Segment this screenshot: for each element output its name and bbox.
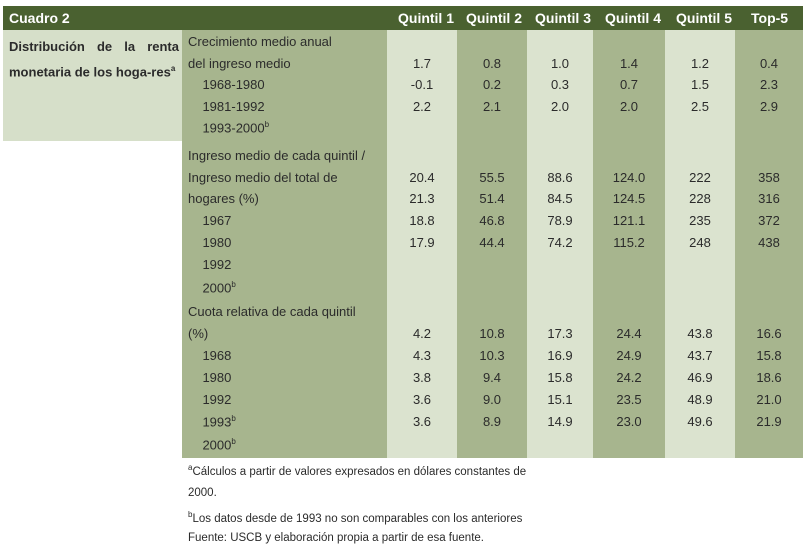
footnote-line: 2000.	[188, 487, 217, 499]
cell-top-5: 21.9	[756, 414, 782, 429]
cell-top-5: 15.8	[756, 348, 782, 363]
row-label: 2000$^b$	[188, 280, 236, 296]
column-header-quintil-5: Quintil 5	[676, 10, 732, 26]
cell-quintil-4: 0.7	[619, 77, 639, 92]
cell-quintil-3: 78.9	[547, 213, 573, 228]
cell-quintil-1: 4.3	[412, 348, 432, 363]
cell-quintil-4: 121.1	[612, 213, 646, 228]
row-label: del ingreso medio	[188, 56, 291, 71]
cell-quintil-2: 51.4	[479, 191, 505, 206]
row-label: 2000$^b$	[188, 437, 236, 453]
cell-quintil-4: 2.0	[619, 99, 639, 114]
cell-quintil-5: 49.6	[687, 414, 713, 429]
footnote-line: $^b$Los datos desde de 1993 no son comparables con los anteriores	[188, 510, 523, 525]
cell-quintil-2: 10.3	[479, 348, 505, 363]
cell-top-5: 2.9	[759, 99, 779, 114]
cell-quintil-3: 2.0	[550, 99, 570, 114]
cell-quintil-5: 235	[689, 213, 711, 228]
row-label: hogares (%)	[188, 191, 259, 206]
row-label: 1967	[188, 213, 232, 228]
table-title: Cuadro 2	[9, 10, 70, 26]
table-header-bar	[3, 6, 803, 30]
cell-top-5: 358	[758, 170, 780, 185]
cell-quintil-1: 3.6	[412, 414, 432, 429]
column-header-quintil-3: Quintil 3	[535, 10, 591, 26]
row-label: 1981-1992	[188, 99, 265, 114]
row-label: 1993$^b$	[188, 414, 236, 430]
row-label: Crecimiento medio anual	[188, 34, 332, 49]
cell-quintil-2: 46.8	[479, 213, 505, 228]
cell-quintil-2: 10.8	[479, 326, 505, 341]
row-label: 1980	[188, 235, 232, 250]
cell-quintil-3: 17.3	[547, 326, 573, 341]
cell-top-5: 438	[758, 235, 780, 250]
cell-quintil-1: 2.2	[412, 99, 432, 114]
cell-quintil-3: 88.6	[547, 170, 573, 185]
cell-quintil-2: 9.4	[482, 370, 502, 385]
cell-quintil-3: 84.5	[547, 191, 573, 206]
cell-quintil-5: 43.7	[687, 348, 713, 363]
column-header-top-5: Top-5	[751, 10, 789, 26]
cell-top-5: 16.6	[756, 326, 782, 341]
cell-quintil-1: 17.9	[409, 235, 435, 250]
cell-quintil-2: 0.8	[482, 56, 502, 71]
cell-top-5: 372	[758, 213, 780, 228]
cell-top-5: 0.4	[759, 56, 779, 71]
cell-top-5: 18.6	[756, 370, 782, 385]
cell-quintil-2: 2.1	[482, 99, 502, 114]
cell-quintil-1: 20.4	[409, 170, 435, 185]
cell-quintil-5: 1.2	[690, 56, 710, 71]
side-title-cell	[3, 30, 182, 141]
cell-quintil-5: 248	[689, 235, 711, 250]
row-label: 1968-1980	[188, 77, 265, 92]
cell-quintil-4: 24.2	[616, 370, 642, 385]
cell-quintil-1: 21.3	[409, 191, 435, 206]
cell-quintil-3: 14.9	[547, 414, 573, 429]
cell-quintil-3: 16.9	[547, 348, 573, 363]
cell-quintil-1: 4.2	[412, 326, 432, 341]
row-label: Ingreso medio de cada quintil /	[188, 148, 366, 163]
cell-quintil-5: 1.5	[690, 77, 710, 92]
cell-quintil-2: 44.4	[479, 235, 505, 250]
cell-quintil-1: 18.8	[409, 213, 435, 228]
cell-quintil-5: 48.9	[687, 392, 713, 407]
cell-quintil-4: 24.9	[616, 348, 642, 363]
cell-quintil-4: 23.5	[616, 392, 642, 407]
cell-quintil-5: 222	[689, 170, 711, 185]
row-label: 1992	[188, 257, 232, 272]
side-title: Distribución de la renta monetaria de los hoga-res$^a$	[9, 39, 179, 80]
cell-quintil-3: 15.8	[547, 370, 573, 385]
cell-quintil-4: 24.4	[616, 326, 642, 341]
cell-quintil-1: 3.8	[412, 370, 432, 385]
cell-quintil-4: 1.4	[619, 56, 639, 71]
cell-quintil-5: 43.8	[687, 326, 713, 341]
cell-quintil-5: 2.5	[690, 99, 710, 114]
cell-quintil-2: 0.2	[482, 77, 502, 92]
row-label: 1993-2000$^b$	[188, 120, 270, 136]
cell-quintil-4: 115.2	[613, 235, 645, 250]
cell-top-5: 2.3	[759, 77, 779, 92]
cell-quintil-1: 3.6	[412, 392, 432, 407]
cell-quintil-3: 15.1	[547, 392, 573, 407]
cell-quintil-1: 1.7	[412, 56, 432, 71]
cell-quintil-3: 1.0	[550, 56, 570, 71]
cell-quintil-4: 124.0	[612, 170, 646, 185]
cell-quintil-2: 9.0	[482, 392, 502, 407]
column-header-quintil-2: Quintil 2	[466, 10, 522, 26]
cell-quintil-2: 8.9	[482, 414, 502, 429]
cell-quintil-3: 0.3	[550, 77, 570, 92]
row-label: 1992	[188, 392, 232, 407]
cell-quintil-5: 228	[689, 191, 711, 206]
row-label: Ingreso medio del total de	[188, 170, 338, 185]
column-header-quintil-1: Quintil 1	[398, 10, 454, 26]
footnote-line: Fuente: USCB y elaboración propia a partir de esa fuente.	[188, 532, 484, 544]
column-header-quintil-4: Quintil 4	[605, 10, 661, 26]
cell-quintil-4: 23.0	[616, 414, 642, 429]
row-label: 1968	[188, 348, 232, 363]
cell-quintil-2: 55.5	[479, 170, 505, 185]
cell-quintil-5: 46.9	[687, 370, 713, 385]
cell-top-5: 21.0	[756, 392, 782, 407]
row-label: (%)	[188, 326, 209, 341]
cell-quintil-1: -0.1	[410, 77, 434, 92]
cell-quintil-3: 74.2	[547, 235, 573, 250]
row-label: Cuota relativa de cada quintil	[188, 304, 356, 319]
cell-quintil-4: 124.5	[612, 191, 646, 206]
row-label: 1980	[188, 370, 232, 385]
footnote-line: $^a$Cálculos a partir de valores expresados en dólares constantes de	[188, 463, 527, 478]
cell-top-5: 316	[758, 191, 780, 206]
